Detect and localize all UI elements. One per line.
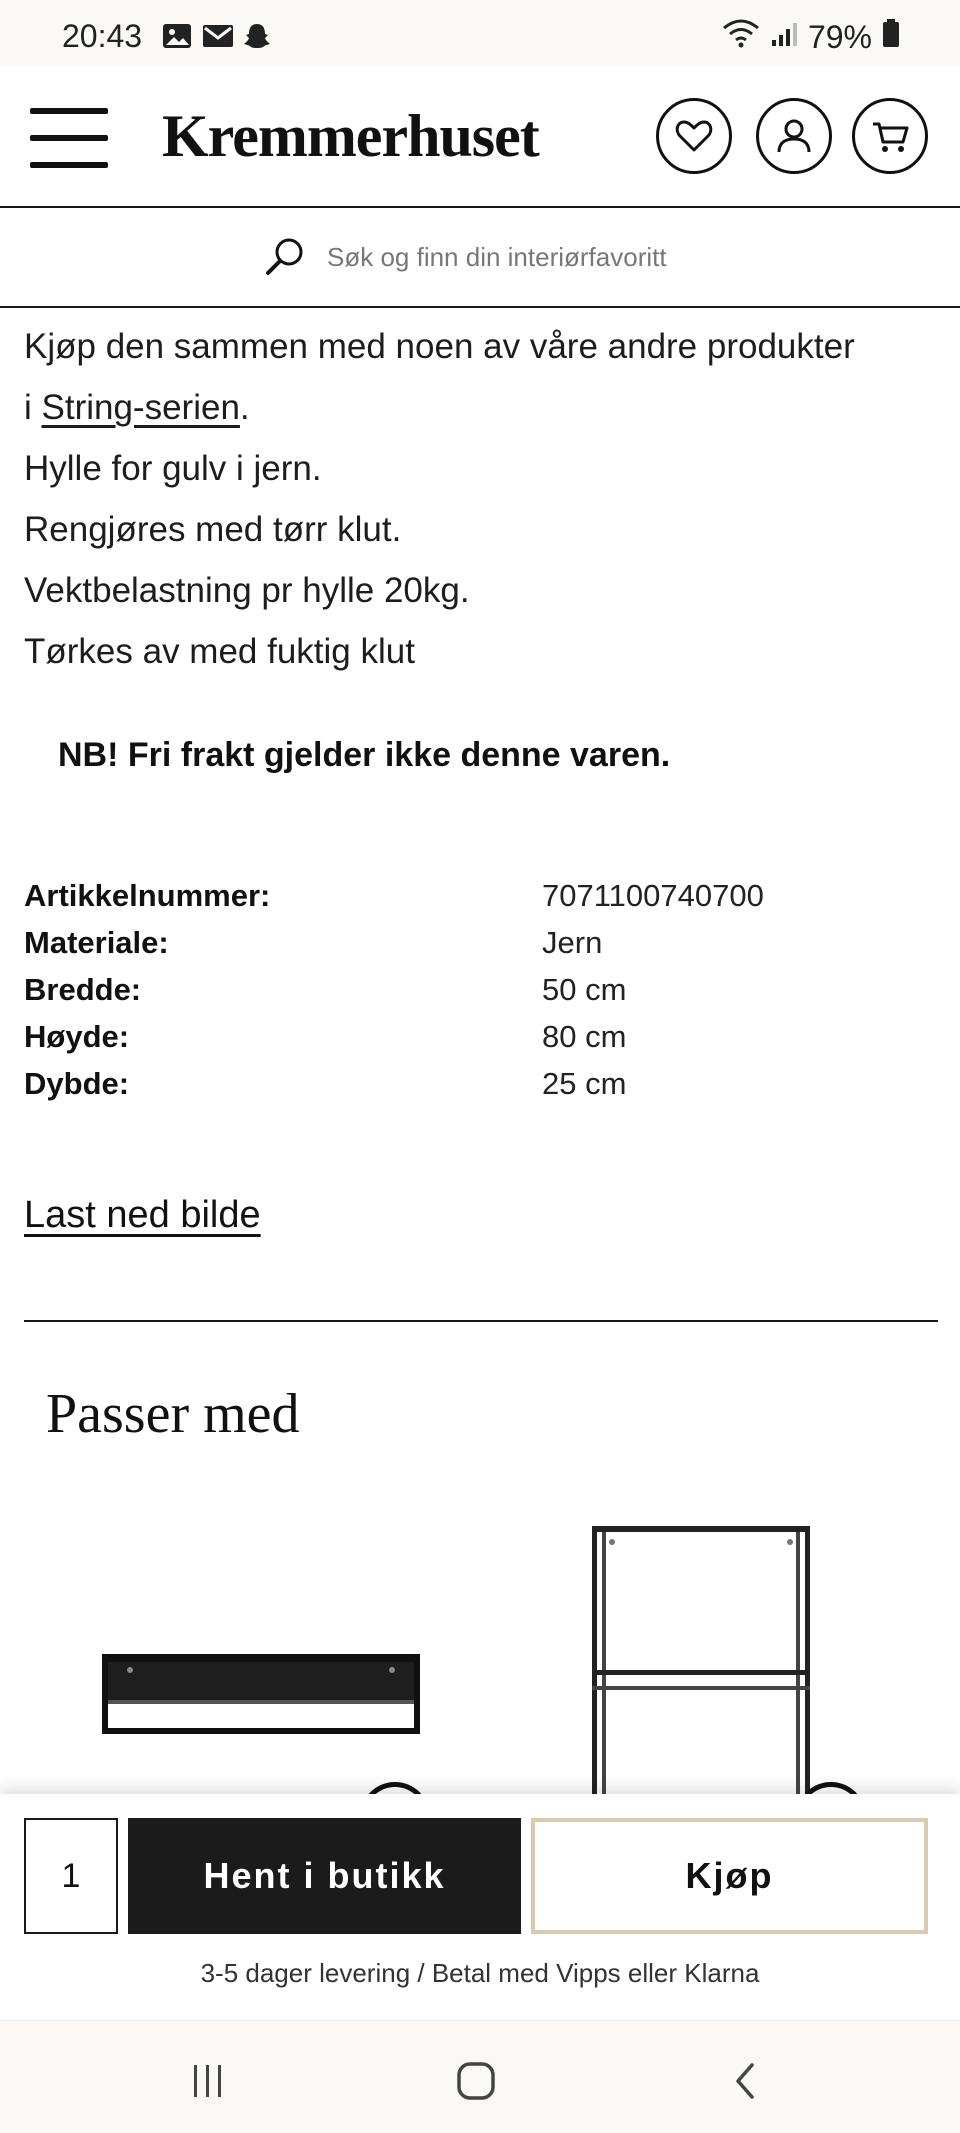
status-time: 20:43: [62, 18, 143, 54]
spec-value: 25 cm: [542, 1065, 627, 1101]
recent-apps-button[interactable]: [178, 2051, 238, 2111]
description-line: Tørkes av med fuktig klut: [24, 632, 415, 671]
spec-value: 50 cm: [542, 971, 627, 1007]
wifi-icon: [722, 18, 760, 56]
user-icon: [774, 116, 814, 156]
search-input[interactable]: [327, 242, 697, 273]
product-description: [24, 316, 924, 682]
notification-icons: [162, 22, 272, 50]
home-button[interactable]: [446, 2051, 506, 2111]
wishlist-button[interactable]: [656, 98, 732, 174]
image-icon: [162, 22, 192, 50]
back-icon: [726, 2061, 766, 2101]
back-button[interactable]: [716, 2051, 776, 2111]
description-line: Kjøp den sammen med noen av våre andre produkter: [24, 327, 855, 366]
spec-row: [24, 966, 924, 1013]
spec-table: [24, 872, 924, 1107]
spec-value: 80 cm: [542, 1018, 627, 1054]
description-text: .: [239, 388, 250, 427]
description-line: [24, 377, 924, 438]
recent-apps-icon: [188, 2061, 228, 2101]
spec-row: [24, 872, 924, 919]
system-nav-bar: [0, 2020, 960, 2133]
shipping-notice: NB! Fri frakt gjelder ikke denne varen.: [58, 736, 671, 774]
purchase-bar: [0, 1794, 960, 2020]
snapchat-icon: [242, 22, 272, 50]
spec-label: Dybde:: [24, 1065, 130, 1101]
spec-label: Bredde:: [24, 971, 142, 1007]
product-image-wall-shelf: [60, 1500, 480, 1800]
pickup-in-store-button[interactable]: Hent i butikk: [128, 1818, 521, 1934]
spec-row: [24, 1060, 924, 1107]
download-image-link[interactable]: Last ned bilde: [24, 1194, 261, 1236]
site-header: [0, 66, 960, 208]
account-button[interactable]: [756, 98, 832, 174]
description-text: i: [24, 388, 42, 427]
search-bar[interactable]: [0, 208, 960, 308]
string-series-link[interactable]: String-serien: [41, 388, 240, 427]
status-bar: [0, 0, 960, 66]
description-line: Vektbelastning pr hylle 20kg.: [24, 571, 470, 610]
spec-value: Jern: [542, 924, 603, 960]
spec-row: [24, 1013, 924, 1060]
spec-value: 7071100740700: [542, 877, 764, 913]
spec-label: Artikkelnummer:: [24, 877, 271, 913]
cart-icon: [870, 116, 910, 156]
section-title: Passer med: [46, 1383, 300, 1445]
spec-label: Høyde:: [24, 1018, 130, 1054]
divider: [24, 1320, 938, 1322]
status-right: [722, 18, 900, 56]
product-image-standing-shelf: [520, 1500, 940, 1800]
delivery-info: 3-5 dager levering / Betal med Vipps eller Klarna: [200, 1958, 760, 1988]
spec-row: [24, 919, 924, 966]
quantity-input[interactable]: [24, 1818, 118, 1934]
site-logo[interactable]: Kremmerhuset: [162, 103, 539, 169]
mail-icon: [202, 22, 232, 50]
search-icon: [263, 235, 307, 279]
description-line: Hylle for gulv i jern.: [24, 449, 322, 488]
description-line: Rengjøres med tørr klut.: [24, 510, 402, 549]
battery-text: 79%: [807, 18, 872, 55]
battery-icon: [882, 18, 900, 56]
cart-button[interactable]: [852, 98, 928, 174]
heart-icon: [674, 116, 714, 156]
product-card[interactable]: [520, 1500, 940, 1800]
home-icon: [454, 2059, 498, 2103]
product-card[interactable]: [60, 1500, 480, 1800]
spec-label: Materiale:: [24, 924, 169, 960]
signal-icon: [770, 19, 798, 56]
buy-button[interactable]: Kjøp: [531, 1818, 928, 1934]
menu-button[interactable]: [30, 108, 108, 168]
